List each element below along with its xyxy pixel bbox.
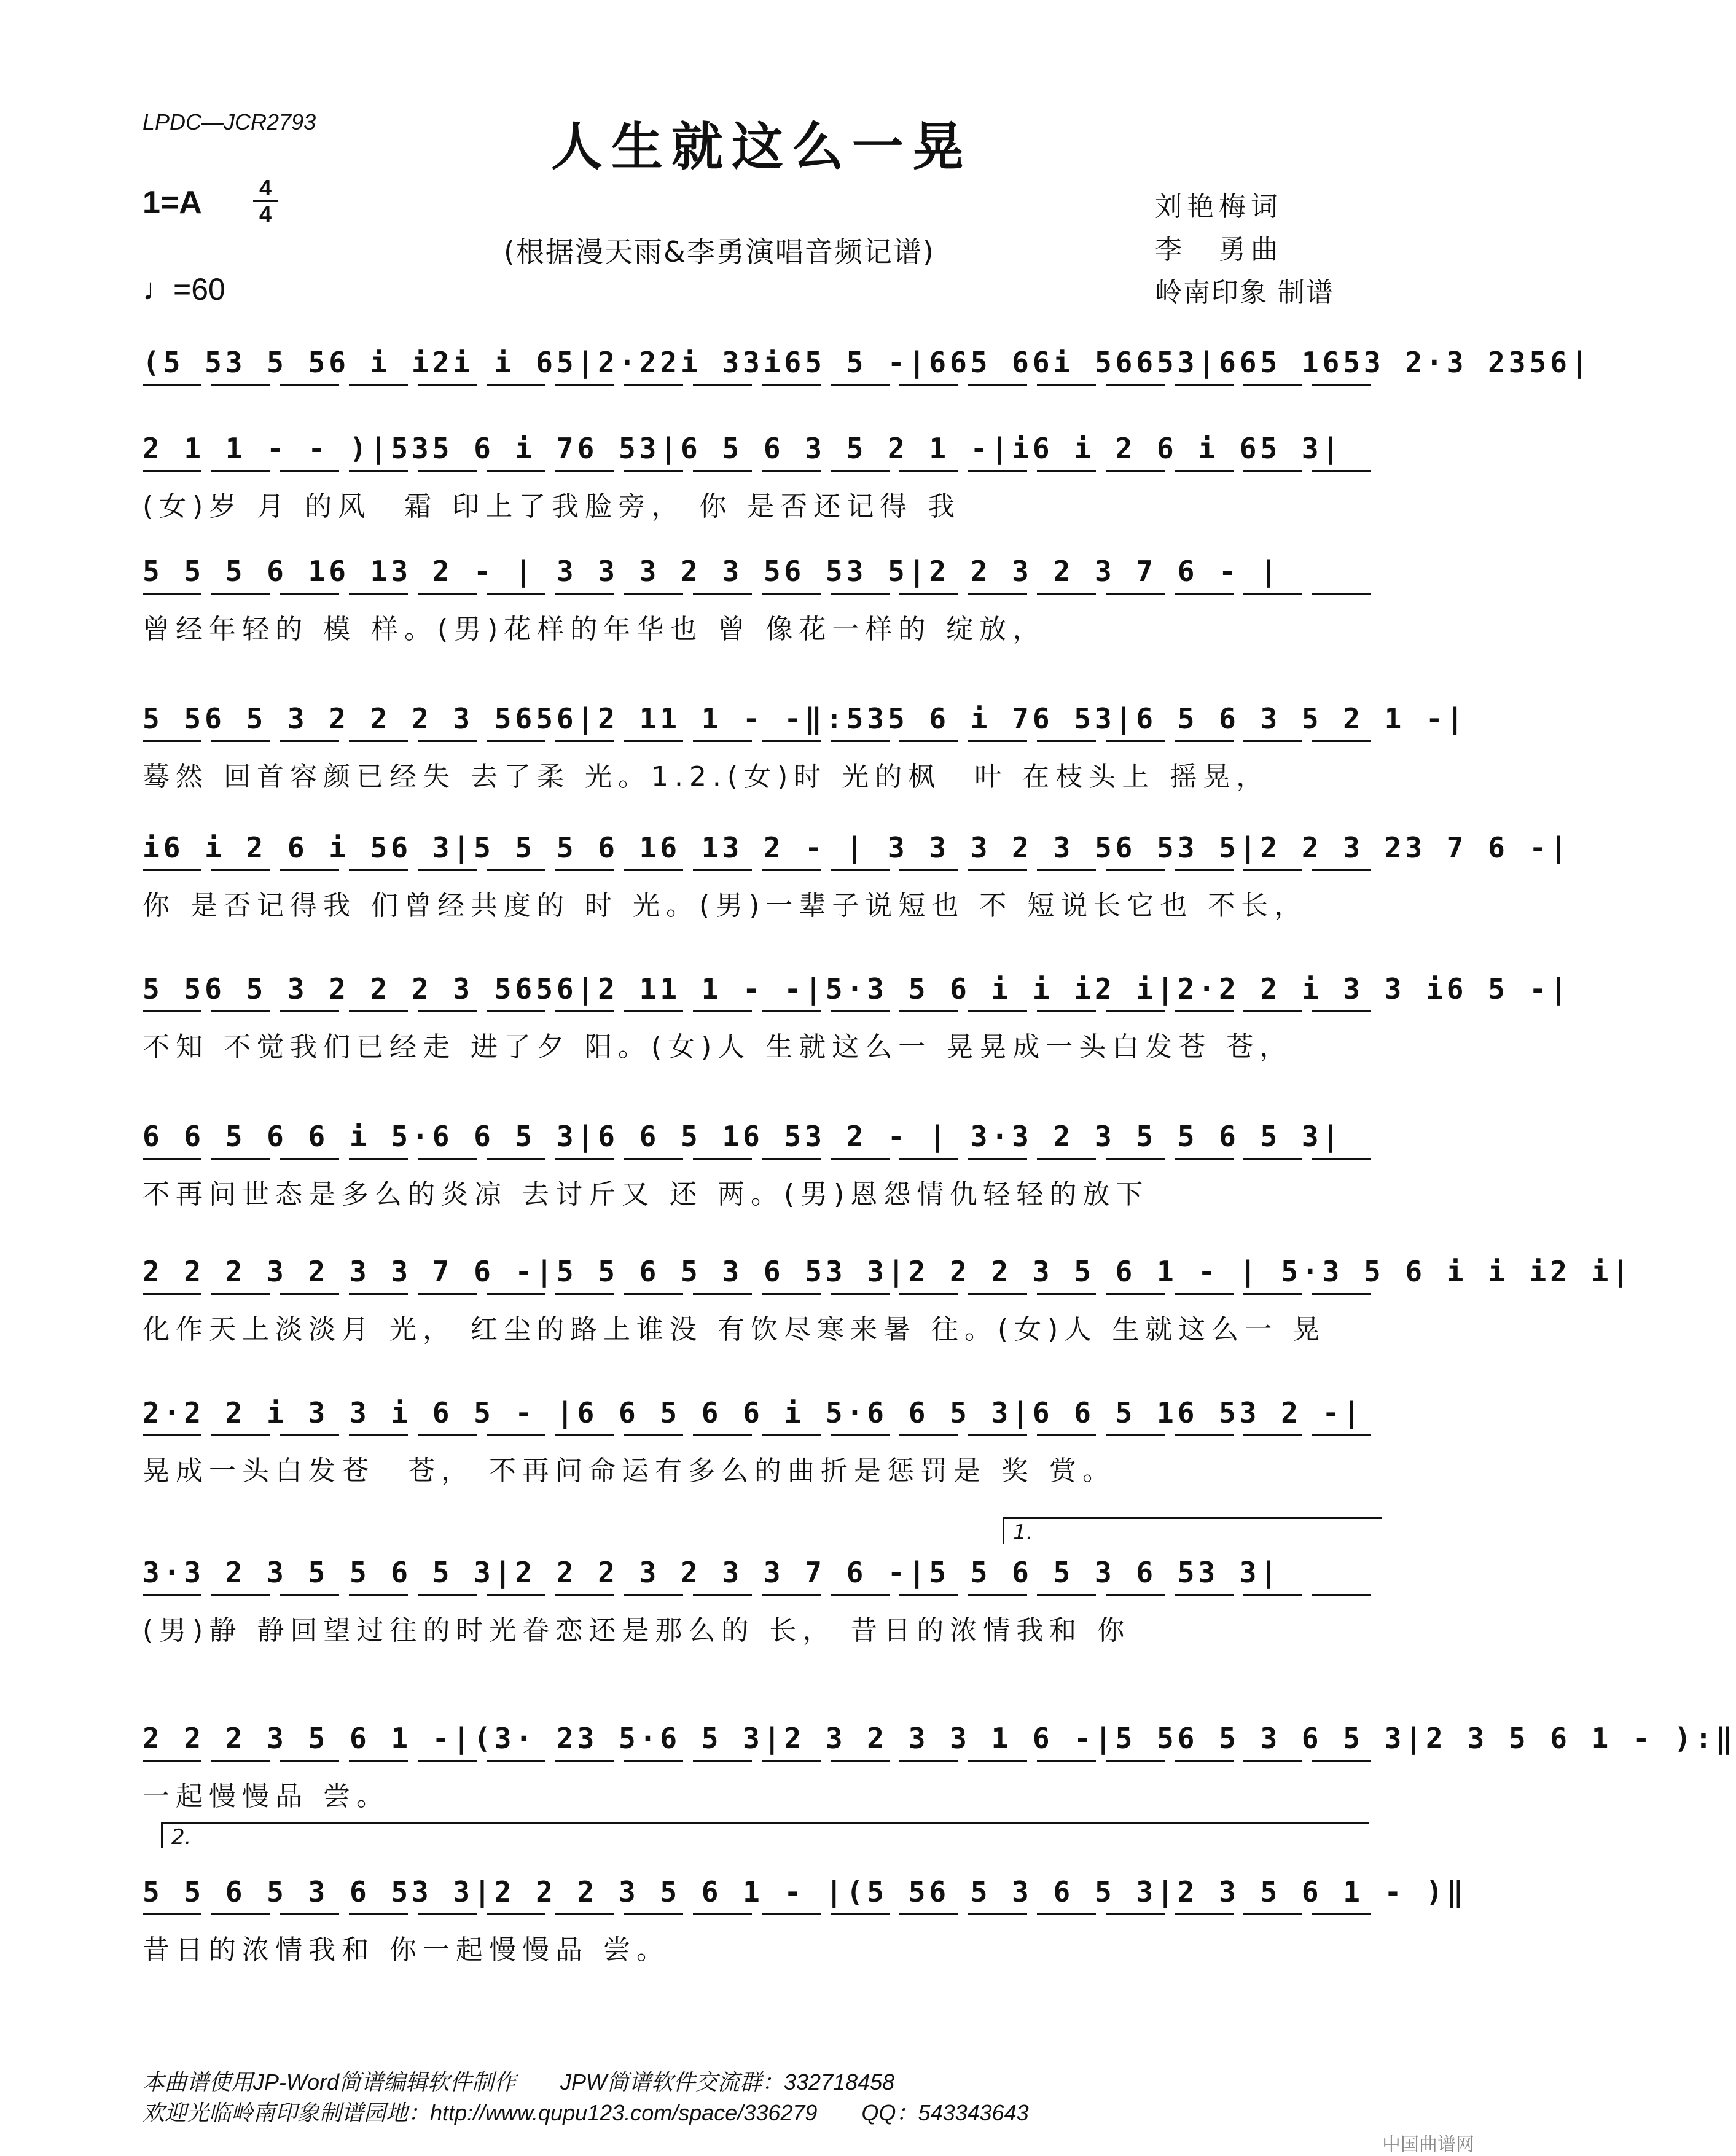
volta-2-label: 2. bbox=[171, 1825, 192, 1849]
volta-1-label: 1. bbox=[1013, 1520, 1033, 1545]
lyric-line: 一起慢慢品 尝。 bbox=[143, 1781, 389, 1812]
notation-text: 3·3 2 3 5 5 6 5 3|2 2 2 3 2 3 3 7 6 -|5 5 6 5 3 6 53 3| bbox=[143, 1556, 1281, 1589]
beam-underline bbox=[143, 740, 1377, 742]
staff-line bbox=[143, 829, 1571, 866]
lyric-line: 曾经年轻的 模 样。(男)花样的年华也 曾 像花一样的 绽放， bbox=[143, 614, 1046, 645]
arranger-credit: 岭南印象 制谱 bbox=[1155, 277, 1334, 308]
beam-underline bbox=[143, 1594, 1377, 1596]
staff-line bbox=[143, 1873, 1468, 1910]
catalog-code: LPDC—JCR2793 bbox=[143, 109, 316, 135]
lyricist-credit: 刘艳梅词 bbox=[1155, 191, 1283, 222]
notation-text: i6 i 2 6 i 56 3|5 5 5 6 16 13 2 - | 3 3 3 2 3 56 53 5|2 2 3 23 7 6 -| bbox=[143, 831, 1571, 864]
lyric-line: 不知 不觉我们已经走 进了夕 阳。(女)人 生就这么一 晃晃成一头白发苍 苍， bbox=[143, 1031, 1293, 1063]
volta-2 bbox=[161, 1822, 1369, 1848]
time-signature-top: 4 bbox=[253, 176, 278, 202]
lyric-line: 晃成一头白发苍 苍， 不再问命运有多么的曲折是惩罚是 奖 赏。 bbox=[143, 1455, 1116, 1486]
volta-1 bbox=[1003, 1517, 1382, 1544]
time-signature-bottom: 4 bbox=[259, 201, 272, 227]
source-note: (根据漫天雨&李勇演唱音频记谱) bbox=[504, 235, 935, 268]
notation-text: (5 53 5 56 i i2i i 65|2·22i 33i65 5 -|665 66i 56653|665 1653 2·3 2356| bbox=[143, 346, 1592, 379]
song-title: 人生就这么一晃 bbox=[550, 117, 972, 177]
notation-text: 5 5 5 6 16 13 2 - | 3 3 3 2 3 56 53 5|2 2 3 2 3 7 6 - | bbox=[143, 555, 1281, 588]
staff-line bbox=[143, 430, 1377, 467]
notation-text: 5 56 5 3 2 2 2 3 5656|2 11 1 - -|5·3 5 6 i i i2 i|2·2 2 i 3 3 i6 5 -| bbox=[143, 972, 1571, 1006]
footer-software-note: 本曲谱使用JP-Word简谱编辑软件制作 JPW简谱软件交流群：332718458 bbox=[143, 2069, 895, 2095]
beam-underline bbox=[143, 1434, 1377, 1436]
watermark-logo: 中国曲谱网 bbox=[1382, 2134, 1474, 2155]
lyric-line: 化作天上淡淡月 光， 红尘的路上谁没 有饮尽寒来暑 往。(女)人 生就这么一 晃 bbox=[143, 1314, 1326, 1345]
notation-text: 6 6 5 6 6 i 5·6 6 5 3|6 6 5 16 53 2 - | 3·3 2 3 5 5 6 5 3| bbox=[143, 1120, 1343, 1153]
staff-line bbox=[143, 1118, 1377, 1155]
staff-line bbox=[143, 1554, 1377, 1591]
lyric-line: 昔日的浓情我和 你一起慢慢品 尝。 bbox=[143, 1934, 670, 1966]
beam-underline bbox=[143, 1293, 1377, 1295]
lyric-line: 你 是否记得我 们曾经共度的 时 光。(男)一辈子说短也 不 短说长它也 不长， bbox=[143, 890, 1308, 921]
lyric-line: 不再问世态是多么的炎凉 去讨斤又 还 两。(男)恩怨情仇轻轻的放下 bbox=[143, 1179, 1149, 1210]
beam-underline bbox=[143, 384, 1377, 386]
notation-text: 5 5 6 5 3 6 53 3|2 2 2 3 5 6 1 - |(5 56 5 3 6 5 3|2 3 5 6 1 - )‖ bbox=[143, 1875, 1468, 1908]
beam-underline bbox=[143, 869, 1377, 871]
staff-line bbox=[143, 1394, 1377, 1431]
beam-underline bbox=[143, 1760, 1377, 1762]
notation-text: 2 2 2 3 2 3 3 7 6 -|5 5 6 5 3 6 53 3|2 2 2 3 5 6 1 - | 5·3 5 6 i i i2 i| bbox=[143, 1255, 1633, 1288]
footer-website-note: 欢迎光临岭南印象制谱园地：http://www.qupu123.com/space/336279 QQ：543343643 bbox=[143, 2100, 1029, 2125]
lyric-line: (男)静 静回望过往的时光眷恋还是那么的 长， 昔日的浓情我和 你 bbox=[143, 1615, 1131, 1646]
notation-text: 2·2 2 i 3 3 i 6 5 - |6 6 5 6 6 i 5·6 6 5 3|6 6 5 16 53 2 -| bbox=[143, 1396, 1364, 1429]
notation-text: 2 2 2 3 5 6 1 -|(3· 23 5·6 5 3|2 3 2 3 3 1 6 -|5 56 5 3 6 5 3|2 3 5 6 1 - ):‖ bbox=[143, 1722, 1736, 1755]
staff-line bbox=[143, 344, 1592, 381]
lyric-line: 蓦然 回首容颜已经失 去了柔 光。1.2.(女)时 光的枫 叶 在枝头上 摇晃， bbox=[143, 761, 1270, 792]
beam-underline bbox=[143, 1158, 1377, 1160]
tempo-marking: ♩=60 bbox=[143, 272, 225, 307]
beam-underline bbox=[143, 593, 1377, 595]
notation-text: 2 1 1 - - )|535 6 i 76 53|6 5 6 3 5 2 1 -|i6 i 2 6 i 65 3| bbox=[143, 432, 1343, 465]
key-signature: 1=A bbox=[143, 185, 202, 221]
staff-line bbox=[143, 1720, 1736, 1757]
composer-credit: 李 勇曲 bbox=[1155, 234, 1283, 265]
staff-line bbox=[143, 971, 1571, 1007]
beam-underline bbox=[143, 470, 1377, 472]
staff-line bbox=[143, 700, 1468, 737]
time-signature bbox=[253, 176, 278, 227]
lyric-line: (女)岁 月 的风 霜 印上了我脸旁， 你 是否还记得 我 bbox=[143, 491, 961, 522]
beam-underline bbox=[143, 1913, 1377, 1915]
staff-line bbox=[143, 1253, 1633, 1290]
notation-text: 5 56 5 3 2 2 2 3 5656|2 11 1 - -‖:535 6 i 76 53|6 5 6 3 5 2 1 -| bbox=[143, 702, 1468, 735]
beam-underline bbox=[143, 1010, 1377, 1012]
staff-line bbox=[143, 553, 1377, 590]
